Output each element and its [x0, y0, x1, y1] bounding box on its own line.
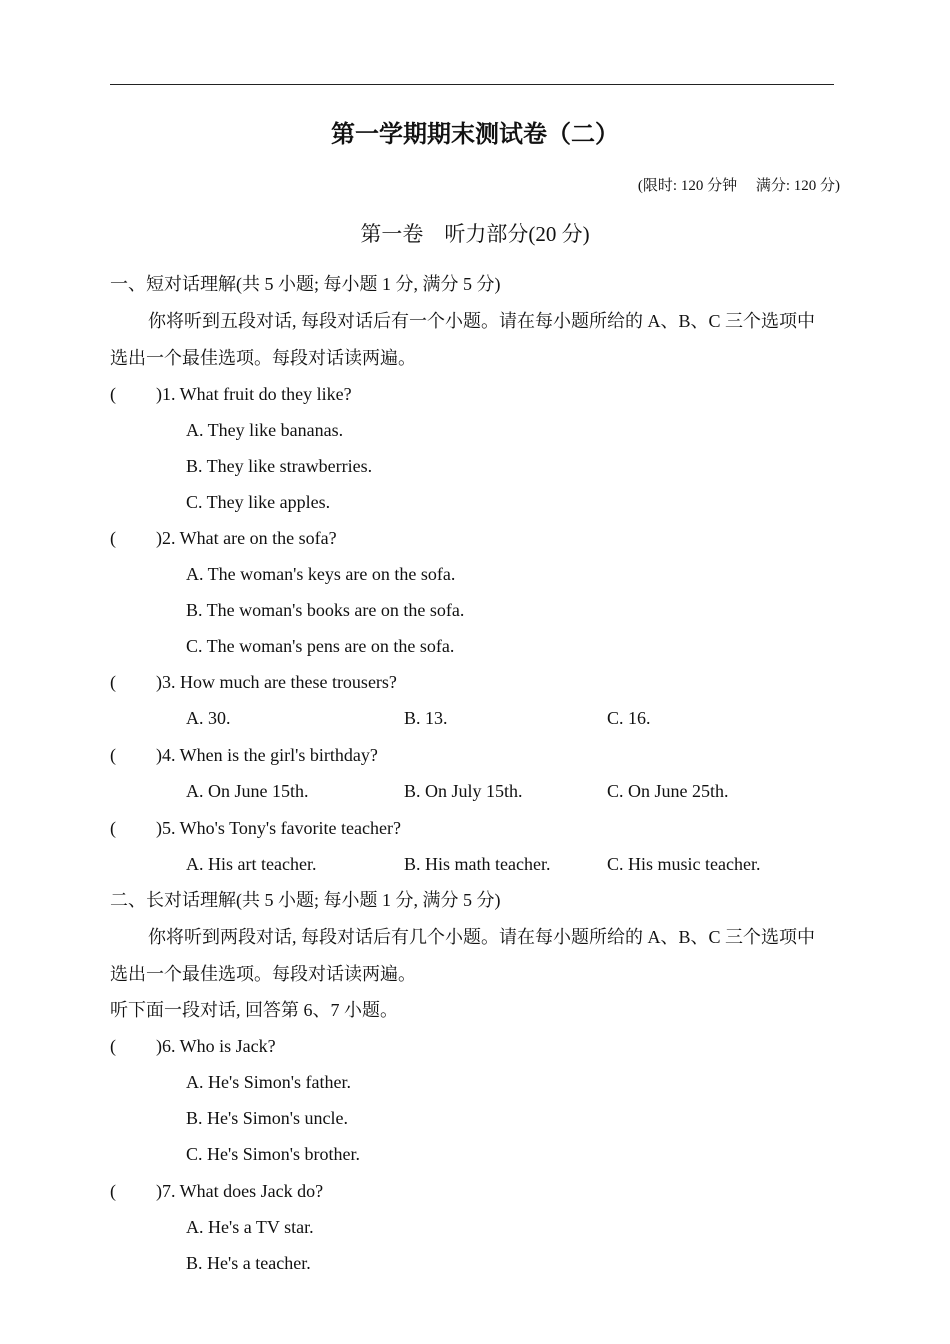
section2-heading: 二、长对话理解(共 5 小题; 每小题 1 分, 满分 5 分): [110, 890, 501, 910]
answer-blank[interactable]: (: [110, 1036, 116, 1056]
q1-option-a: A. They like bananas.: [186, 420, 344, 440]
section2-instruction-line2: 选出一个最佳选项。每段对话读两遍。: [110, 964, 416, 984]
question-text: )3. How much are these trousers?: [156, 672, 397, 692]
top-rule: [110, 84, 834, 85]
q7-option-b: B. He's a teacher.: [186, 1253, 311, 1273]
q6-option-b: B. He's Simon's uncle.: [186, 1108, 348, 1128]
question-text: )1. What fruit do they like?: [156, 384, 352, 404]
question-2: [110, 526, 337, 550]
q5-option-a: A. His art teacher.: [186, 854, 317, 874]
question-text: )4. When is the girl's birthday?: [156, 745, 378, 765]
question-text: )5. Who's Tony's favorite teacher?: [156, 818, 401, 838]
question-6: [110, 1034, 276, 1058]
page-title: 第一学期期末测试卷（二）: [331, 122, 619, 148]
answer-blank[interactable]: (: [110, 818, 116, 838]
q2-option-a: A. The woman's keys are on the sofa.: [186, 564, 456, 584]
question-text: )2. What are on the sofa?: [156, 528, 337, 548]
section1-instruction-line1: 你将听到五段对话, 每段对话后有一个小题。请在每小题所给的 A、B、C 三个选项中: [148, 311, 816, 331]
section2-instruction-line1: 你将听到两段对话, 每段对话后有几个小题。请在每小题所给的 A、B、C 三个选项中: [148, 927, 816, 947]
answer-blank[interactable]: (: [110, 384, 116, 404]
question-4: [110, 743, 378, 767]
q3-option-c: C. 16.: [607, 708, 651, 728]
q1-option-b: B. They like strawberries.: [186, 456, 373, 476]
answer-blank[interactable]: (: [110, 1181, 116, 1201]
part-heading: 第一卷 听力部分(20 分): [360, 222, 590, 246]
q3-option-a: A. 30.: [186, 708, 231, 728]
question-3: [110, 670, 397, 694]
question-1: [110, 382, 352, 406]
q7-option-a: A. He's a TV star.: [186, 1217, 314, 1237]
answer-blank[interactable]: (: [110, 528, 116, 548]
q6-option-a: A. He's Simon's father.: [186, 1072, 351, 1092]
answer-blank[interactable]: (: [110, 745, 116, 765]
answer-blank[interactable]: (: [110, 672, 116, 692]
q6-option-c: C. He's Simon's brother.: [186, 1144, 360, 1164]
question-text: )6. Who is Jack?: [156, 1036, 276, 1056]
question-7: [110, 1179, 323, 1203]
time-limit: (限时: 120 分钟 满分: 120 分): [637, 178, 840, 194]
q3-option-b: B. 13.: [404, 708, 448, 728]
q1-option-c: C. They like apples.: [186, 492, 331, 512]
section1-heading: 一、短对话理解(共 5 小题; 每小题 1 分, 满分 5 分): [110, 274, 501, 294]
q4-option-b: B. On July 15th.: [404, 781, 523, 801]
q5-option-c: C. His music teacher.: [607, 854, 761, 874]
q5-option-b: B. His math teacher.: [404, 854, 551, 874]
question-5: [110, 816, 401, 840]
q2-option-c: C. The woman's pens are on the sofa.: [186, 636, 455, 656]
q4-option-c: C. On June 25th.: [607, 781, 729, 801]
section2-listen-note: 听下面一段对话, 回答第 6、7 小题。: [110, 1000, 398, 1020]
question-text: )7. What does Jack do?: [156, 1181, 324, 1201]
q4-option-a: A. On June 15th.: [186, 781, 309, 801]
section1-instruction-line2: 选出一个最佳选项。每段对话读两遍。: [110, 348, 416, 368]
q2-option-b: B. The woman's books are on the sofa.: [186, 600, 465, 620]
